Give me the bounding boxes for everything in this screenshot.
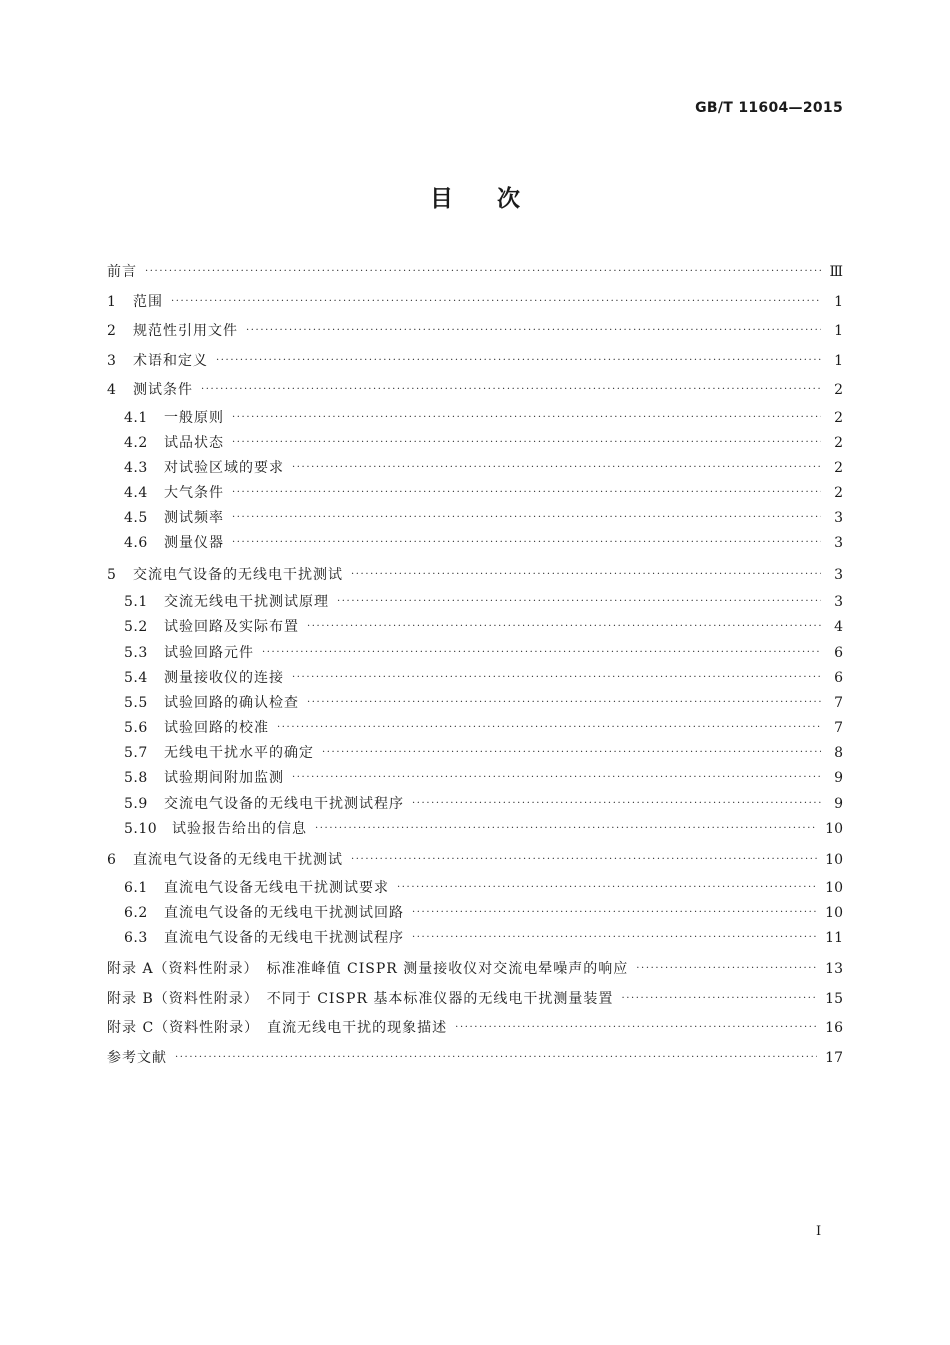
toc-entry-page: 3 <box>834 594 843 611</box>
toc-entry-page: 6 <box>834 669 843 686</box>
toc-entry-label: 试验回路的校准 <box>164 720 269 737</box>
toc-entry-number: 4.2 <box>124 434 148 451</box>
dot-leader <box>232 505 821 530</box>
toc-entry-number: 5.3 <box>124 644 148 661</box>
toc-entry-page: 15 <box>825 990 843 1007</box>
toc-entry-page: 10 <box>825 879 843 896</box>
dot-leader <box>315 816 817 841</box>
dot-leader <box>277 715 821 740</box>
dot-leader <box>636 954 817 984</box>
table-of-contents <box>107 258 843 1073</box>
toc-entry-number: 6.3 <box>124 929 148 946</box>
toc-entry-page: 9 <box>834 795 843 812</box>
toc-entry-label: 试品状态 <box>164 434 224 451</box>
toc-entry-label: 交流电气设备的无线电干扰测试 <box>133 566 343 583</box>
toc-entry-number: 5 <box>107 566 117 583</box>
dot-leader <box>351 845 817 875</box>
toc-entry-label: 测量仪器 <box>164 535 224 552</box>
toc-entry-number: 4.4 <box>124 485 148 502</box>
toc-entry-label: 试验期间附加监测 <box>164 770 284 787</box>
toc-entry[interactable] <box>107 561 843 591</box>
toc-entry-number: 4.3 <box>124 459 148 476</box>
toc-entry[interactable] <box>107 1014 843 1044</box>
toc-entry[interactable] <box>107 901 843 926</box>
toc-entry[interactable] <box>107 985 843 1015</box>
toc-entry-page: 10 <box>825 904 843 921</box>
toc-entry[interactable] <box>107 691 843 716</box>
toc-entry-number: 5.4 <box>124 669 148 686</box>
toc-entry[interactable] <box>107 431 843 456</box>
toc-entry-page: 8 <box>834 745 843 762</box>
toc-entry-number: 6.2 <box>124 904 148 921</box>
toc-entry-label: 直流电气设备的无线电干扰测试回路 <box>164 904 404 921</box>
dot-leader <box>351 560 821 590</box>
toc-entry-label: 交流无线电干扰测试原理 <box>164 594 329 611</box>
toc-entry[interactable] <box>107 456 843 481</box>
toc-entry-number: 6 <box>107 852 117 868</box>
toc-entry-page: 7 <box>834 694 843 711</box>
toc-entry[interactable] <box>107 406 843 431</box>
toc-entry-number: 2 <box>107 323 117 339</box>
toc-entry[interactable] <box>107 288 843 318</box>
dot-leader <box>232 430 821 455</box>
toc-entry-page: 6 <box>834 644 843 661</box>
toc-entry-number: 5.2 <box>124 619 148 636</box>
toc-entry-label: 规范性引用文件 <box>133 323 238 339</box>
toc-entry-page: 3 <box>834 510 843 527</box>
toc-entry-number: 4.5 <box>124 510 148 527</box>
dot-leader <box>621 984 817 1014</box>
toc-entry-number: 5.1 <box>124 594 148 611</box>
toc-entry-label: 试验回路及实际布置 <box>164 619 299 636</box>
toc-entry-page: 1 <box>834 323 843 339</box>
toc-entry-page: 2 <box>834 459 843 476</box>
toc-entry[interactable] <box>107 716 843 741</box>
toc-entry-page: 3 <box>834 566 843 583</box>
dot-leader <box>292 455 821 480</box>
toc-entry-page: 2 <box>834 434 843 451</box>
toc-entry-label: 试验报告给出的信息 <box>172 820 307 837</box>
toc-entry-number: 5.8 <box>124 770 148 787</box>
toc-entry-label: 试验回路的确认检查 <box>164 694 299 711</box>
toc-entry-label: 附录 C（资料性附录） 直流无线电干扰的现象描述 <box>107 1020 448 1037</box>
dot-leader <box>307 690 821 715</box>
toc-entry[interactable] <box>107 258 843 288</box>
toc-entry-page: 7 <box>834 720 843 737</box>
dot-leader <box>216 346 821 376</box>
dot-leader <box>232 530 821 555</box>
toc-entry-number: 4.1 <box>124 409 148 426</box>
toc-entry-page: 4 <box>834 619 843 636</box>
toc-entry-label: 测试频率 <box>164 510 224 527</box>
toc-entry-label: 测试条件 <box>133 382 193 398</box>
toc-entry[interactable] <box>107 317 843 347</box>
dot-leader <box>262 640 821 665</box>
toc-entry-number: 4 <box>107 382 117 398</box>
toc-entry-label: 直流电气设备的无线电干扰测试 <box>133 852 343 868</box>
toc-entry-label: 直流电气设备无线电干扰测试要求 <box>164 879 389 896</box>
toc-entry[interactable] <box>107 926 843 951</box>
toc-entry-page: 2 <box>834 382 843 398</box>
toc-entry[interactable] <box>107 376 843 406</box>
toc-entry-label: 直流电气设备的无线电干扰测试程序 <box>164 929 404 946</box>
dot-leader <box>175 1043 817 1073</box>
toc-entry-label: 一般原则 <box>164 409 224 426</box>
dot-leader <box>322 740 821 765</box>
toc-entry[interactable] <box>107 876 843 901</box>
dot-leader <box>292 665 821 690</box>
toc-entry-label: 对试验区域的要求 <box>164 459 284 476</box>
dot-leader <box>246 316 821 346</box>
toc-entry[interactable] <box>107 615 843 640</box>
toc-entry[interactable] <box>107 347 843 377</box>
toc-entry-page: 10 <box>825 852 843 868</box>
dot-leader <box>232 480 821 505</box>
dot-leader <box>412 925 817 950</box>
toc-entry-number: 5.7 <box>124 745 148 762</box>
dot-leader <box>455 1013 817 1043</box>
toc-entry[interactable] <box>107 641 843 666</box>
toc-entry-page: 1 <box>834 293 843 310</box>
toc-entry-page: 10 <box>825 820 843 837</box>
toc-entry[interactable] <box>107 481 843 506</box>
toc-entry-label: 附录 A（资料性附录） 标准准峰值 CISPR 测量接收仪对交流电晕噪声的响应 <box>107 961 629 978</box>
toc-entry[interactable] <box>107 817 843 842</box>
toc-entry-number: 3 <box>107 352 117 369</box>
dot-leader <box>171 287 821 317</box>
dot-leader <box>292 765 821 790</box>
toc-entry-page: 11 <box>825 929 843 946</box>
toc-entry-number: 5.10 <box>124 820 158 837</box>
toc-entry-page: 13 <box>825 961 843 978</box>
dot-leader <box>412 791 821 816</box>
toc-entry[interactable] <box>107 590 843 615</box>
toc-entry-page: 9 <box>834 770 843 787</box>
toc-entry-page: 16 <box>825 1020 843 1037</box>
toc-entry[interactable] <box>107 792 843 817</box>
toc-entry-label: 大气条件 <box>164 485 224 502</box>
standard-code: GB/T 11604—2015 <box>695 100 843 116</box>
toc-entry-label: 附录 B（资料性附录） 不同于 CISPR 基本标准仪器的无线电干扰测量装置 <box>107 990 614 1007</box>
toc-entry-number: 6.1 <box>124 879 148 896</box>
dot-leader <box>201 375 821 405</box>
toc-entry-label: 测量接收仪的连接 <box>164 669 284 686</box>
toc-entry-page: 1 <box>834 352 843 369</box>
toc-entry-label: 试验回路元件 <box>164 644 254 661</box>
toc-entry-page: 17 <box>825 1049 843 1066</box>
page-title: 目次 <box>430 186 564 212</box>
dot-leader <box>307 614 821 639</box>
toc-entry-label: 范围 <box>133 293 163 310</box>
toc-entry-label: 前言 <box>107 264 137 280</box>
toc-entry-page: 2 <box>834 409 843 426</box>
toc-entry[interactable] <box>107 955 843 985</box>
dot-leader <box>412 900 817 925</box>
dot-leader <box>337 589 821 614</box>
toc-entry-page: 3 <box>834 535 843 552</box>
toc-entry[interactable] <box>107 531 843 556</box>
toc-entry[interactable] <box>107 846 843 876</box>
toc-entry[interactable] <box>107 766 843 791</box>
toc-entry-number: 5.6 <box>124 720 148 737</box>
page-number: Ⅰ <box>816 1224 822 1239</box>
toc-entry-page: 2 <box>834 485 843 502</box>
toc-entry-page: Ⅲ <box>829 264 843 280</box>
dot-leader <box>145 257 821 287</box>
toc-entry[interactable] <box>107 1044 843 1074</box>
toc-entry[interactable] <box>107 506 843 531</box>
toc-entry-number: 5.5 <box>124 694 148 711</box>
dot-leader <box>232 405 821 430</box>
toc-entry[interactable] <box>107 741 843 766</box>
toc-entry-label: 术语和定义 <box>133 352 208 369</box>
toc-entry-number: 1 <box>107 293 117 310</box>
toc-entry-label: 参考文献 <box>107 1049 167 1066</box>
dot-leader <box>397 875 817 900</box>
toc-entry-label: 交流电气设备的无线电干扰测试程序 <box>164 795 404 812</box>
toc-entry[interactable] <box>107 666 843 691</box>
toc-entry-label: 无线电干扰水平的确定 <box>164 745 314 762</box>
toc-entry-number: 4.6 <box>124 535 148 552</box>
toc-entry-number: 5.9 <box>124 795 148 812</box>
